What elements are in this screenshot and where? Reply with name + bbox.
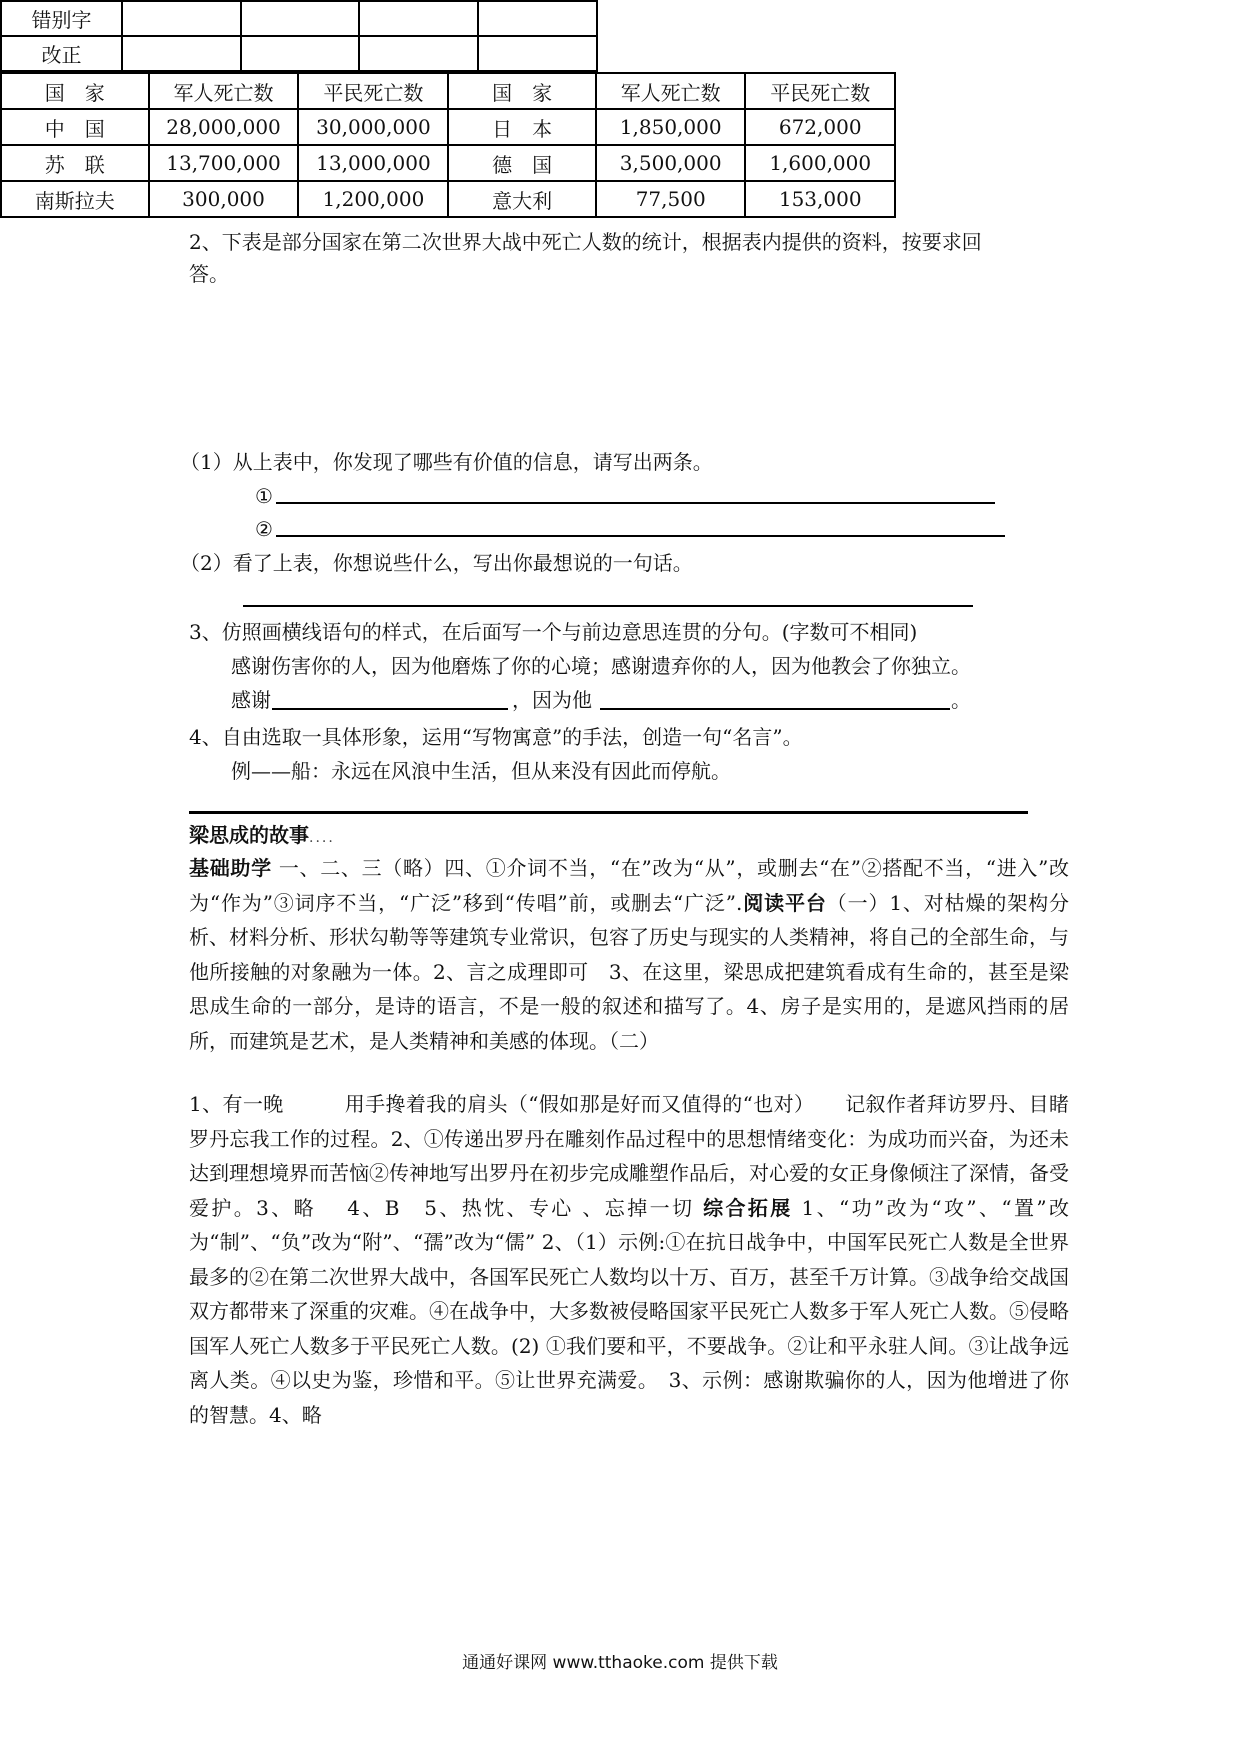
table-cell: 苏 联 — [1, 145, 149, 181]
answer-text: （一）1、对枯燥的架构分析、材料分析、形状勾勒等等建筑专业常识，包容了历史与现实的人类精神，将自己的全部生命，与他所接触的对象融为一体。2、言之成理即可 3、在这里，梁思成把建筑看成有生命的，甚至是梁思成生命的一部分，是诗的语言，不是一般的叙述和描写了。4、房子是实用的，是遮风挡雨的居所，而建筑是艺术，是人类精神和美感的体现。（二） — [189, 890, 1070, 1053]
answer-text: 一、二、三（略）四、①介词不当，“在”改为“从”，或删去“在”②搭配不当，“进入”改为“作为”③词序不当，“广泛”移到“传唱”前，或删去“广泛”. — [189, 856, 1070, 915]
table-cell: 30,000,000 — [298, 109, 448, 145]
table-cell: 南斯拉夫 — [1, 181, 149, 217]
section-heading: 基础助学 — [189, 856, 272, 880]
answers-body-2 — [189, 1087, 1069, 1432]
answers-body — [189, 851, 1069, 1058]
table-cell: 77,500 — [596, 181, 746, 217]
q2-blank1-marker: ① — [255, 484, 273, 508]
q2-intro-line2: 答。 — [189, 262, 229, 286]
answer-line[interactable] — [243, 605, 973, 607]
title-dots: .... — [309, 830, 335, 846]
blank-cell — [478, 36, 597, 71]
column-header: 国 家 — [1, 73, 149, 109]
table-row — [1, 145, 895, 181]
table-cell: 日 本 — [448, 109, 596, 145]
column-header: 国 家 — [448, 73, 596, 109]
answers-title — [189, 825, 335, 845]
table-row — [1, 1, 597, 36]
typo-label-cell: 错别字 — [1, 1, 122, 36]
q3-fill-b: ，因为他 — [512, 688, 592, 712]
q4-example: 例——船：永远在风浪中生活，但从来没有因此而停航。 — [231, 759, 731, 783]
q3-example: 感谢伤害你的人，因为他磨炼了你的心境；感谢遗弃你的人，因为他教会了你独立。 — [231, 654, 971, 678]
column-header: 平民死亡数 — [298, 73, 448, 109]
q3-fill-a: 感谢 — [231, 688, 271, 712]
footer-credit: 通通好课网 www.tthaoke.com 提供下载 — [462, 1653, 778, 1673]
table-cell: 意大利 — [448, 181, 596, 217]
section-heading: 综合拓展 — [703, 1195, 793, 1220]
blank-cell — [241, 1, 360, 36]
wwii-deaths-table — [0, 72, 896, 218]
table-header-row — [1, 73, 895, 109]
q3-fill-c: 。 — [951, 688, 971, 712]
blank-cell — [122, 1, 241, 36]
table-cell: 1,850,000 — [596, 109, 746, 145]
table-cell: 672,000 — [745, 109, 895, 145]
answer-line[interactable] — [600, 708, 950, 710]
answer-line[interactable] — [276, 502, 995, 504]
section-divider — [189, 811, 1028, 814]
table-cell: 德 国 — [448, 145, 596, 181]
q2-sub1: （1）从上表中，你发现了哪些有价值的信息，请写出两条。 — [180, 450, 713, 474]
table-cell: 300,000 — [149, 181, 299, 217]
q2-blank2-marker: ② — [255, 517, 273, 541]
answer-text: 1、“功”改为“攻”、“置”改为“制”、“负”改为“附”、“孺”改为“儒” 2、（1）示例:①在抗日战争中，中国军民死亡人数是全世界最多的②在第二次世界大战中，各国军民死亡人数均以十万、百万，甚至千万计算。③战争给交战国双方都带来了深重的灾难。④在战争中，大多数被侵略国家平民死亡人数多于军人死亡人数。⑤侵略国军人死亡人数多于平民死亡人数。(2) ①我们要和平，不要战争。②让和平永驻人间。③让战争远离人类。④以史为鉴，珍惜和平。⑤让世界充满爱。 3、示例：感谢欺骗你的人，因为他增进了你的智慧。4、略 — [189, 1195, 1070, 1427]
section-heading: 阅读平台 — [742, 890, 827, 915]
table-cell: 1,600,000 — [745, 145, 895, 181]
blank-cell — [122, 36, 241, 71]
q2-intro-line1: 2、下表是部分国家在第二次世界大战中死亡人数的统计，根据表内提供的资料，按要求回 — [189, 230, 982, 254]
column-header: 军人死亡数 — [149, 73, 299, 109]
blank-cell — [478, 1, 597, 36]
correction-label-cell: 改正 — [1, 36, 122, 71]
column-header: 平民死亡数 — [745, 73, 895, 109]
table-cell: 3,500,000 — [596, 145, 746, 181]
blank-cell — [359, 36, 478, 71]
q3-prompt: 3、仿照画横线语句的样式，在后面写一个与前边意思连贯的分句。(字数可不相同) — [189, 620, 918, 644]
table-cell: 13,700,000 — [149, 145, 299, 181]
answers-title-text: 梁思成的故事 — [189, 823, 309, 847]
q4-prompt: 4、自由选取一具体形象，运用“写物寓意”的手法，创造一句“名言”。 — [189, 725, 803, 749]
table-cell: 中 国 — [1, 109, 149, 145]
typo-table — [0, 0, 598, 72]
table-row — [1, 36, 597, 71]
table-cell: 153,000 — [745, 181, 895, 217]
column-header: 军人死亡数 — [596, 73, 746, 109]
table-row — [1, 109, 895, 145]
blank-cell — [359, 1, 478, 36]
blank-cell — [241, 36, 360, 71]
table-row — [1, 181, 895, 217]
table-cell: 1,200,000 — [298, 181, 448, 217]
q2-sub2: （2）看了上表，你想说些什么，写出你最想说的一句话。 — [180, 551, 693, 575]
answer-line[interactable] — [272, 708, 508, 710]
answer-text: 1、有一晚 用手搀着我的肩头（“假如那是好而又值得的“也对） 记叙作者拜访罗丹、目睹罗丹忘我工作的过程。2、①传递出罗丹在雕刻作品过程中的思想情绪变化：为成功而兴奋，为还未达到理想境界而苦恼②传神地写出罗丹在初步完成雕塑作品后，对心爱的女正身像倾注了深情，备受爱护。3、略 4、B 5、热忱、专心 、忘掉一切 — [189, 1092, 1069, 1220]
answer-line[interactable] — [276, 535, 1005, 537]
table-cell: 28,000,000 — [149, 109, 299, 145]
table-cell: 13,000,000 — [298, 145, 448, 181]
